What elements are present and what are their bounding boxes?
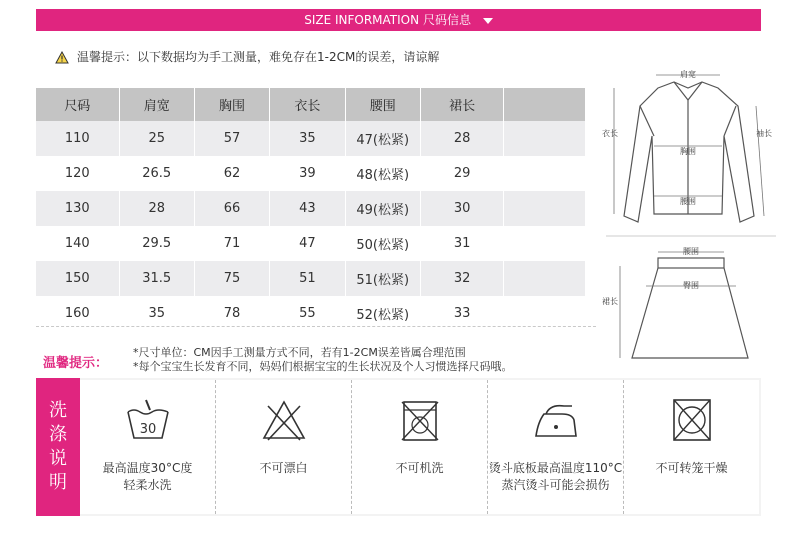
table-row [36, 261, 586, 296]
note-line: *尺寸单位：CM因手工测量方式不同，若有1-2CM误差皆属合理范围 [133, 346, 466, 359]
care-label: 不可转笼干燥 [655, 461, 728, 475]
cell-waist: 47(松紧) [345, 121, 420, 156]
col-skirt-length: 裙长 [420, 88, 504, 121]
cell-length: 47 [270, 226, 345, 261]
table-row [36, 156, 586, 191]
cell-skirt-length: 29 [420, 156, 504, 191]
no-tumble-dry-icon [668, 398, 716, 442]
cell-size: 150 [36, 261, 119, 296]
cell-shoulder: 28 [119, 191, 194, 226]
label-skirt-length: 裙长 [602, 297, 618, 306]
cell-empty [504, 261, 586, 296]
care-item-machine-wash [352, 380, 488, 514]
col-length: 衣长 [270, 88, 345, 121]
cell-waist: 48(松紧) [345, 156, 420, 191]
iron-icon [532, 398, 580, 442]
label-skirt-waist: 腰围 [683, 247, 699, 256]
cell-size: 120 [36, 156, 119, 191]
notes-label: 温馨提示： [43, 356, 109, 371]
label-skirt-hem: 臀围 [683, 281, 699, 290]
care-label: 轻柔水洗 [123, 478, 172, 492]
cell-empty [504, 191, 586, 226]
label-shoulder: 肩宽 [680, 70, 696, 79]
cell-skirt-length: 32 [420, 261, 504, 296]
label-length: 衣长 [602, 129, 618, 138]
cell-size: 160 [36, 296, 119, 331]
cell-size: 130 [36, 191, 119, 226]
cell-waist: 52(松紧) [345, 296, 420, 331]
cell-waist: 49(松紧) [345, 191, 420, 226]
care-title: 洗 涤 说 明 [36, 378, 80, 516]
svg-text:30: 30 [139, 422, 156, 437]
banner-title: SIZE INFORMATION [304, 13, 420, 27]
care-item-tumble-dry [624, 380, 759, 514]
care-label: 蒸汽烫斗可能会损伤 [501, 478, 610, 492]
care-label: 烫斗底板最高温度110°C [488, 461, 623, 475]
col-shoulder: 肩宽 [119, 88, 194, 121]
divider [36, 326, 596, 327]
col-chest: 胸围 [194, 88, 269, 121]
col-waist: 腰围 [345, 88, 420, 121]
cell-chest: 71 [194, 226, 269, 261]
cell-shoulder: 31.5 [119, 261, 194, 296]
cell-waist: 50(松紧) [345, 226, 420, 261]
cell-skirt-length: 33 [420, 296, 504, 331]
cell-length: 35 [270, 121, 345, 156]
cell-empty [504, 226, 586, 261]
care-label: 不可漂白 [259, 461, 308, 475]
table-row [36, 191, 586, 226]
cell-length: 43 [270, 191, 345, 226]
cell-waist: 51(松紧) [345, 261, 420, 296]
cell-chest: 75 [194, 261, 269, 296]
no-bleach-icon [260, 398, 308, 442]
table-row [36, 121, 586, 156]
table-row [36, 226, 586, 261]
care-label: 不可机洗 [395, 461, 444, 475]
cell-length: 51 [270, 261, 345, 296]
cell-skirt-length: 30 [420, 191, 504, 226]
cell-shoulder: 25 [119, 121, 194, 156]
no-machine-wash-icon [396, 398, 444, 442]
caret-down-icon [483, 18, 493, 24]
size-table-header [36, 88, 586, 121]
cell-empty [504, 121, 586, 156]
warning-icon [55, 51, 69, 64]
cell-empty [504, 156, 586, 191]
care-items [80, 380, 759, 514]
note-line: *每个宝宝生长发育不同，妈妈们根据宝宝的生长状况及个人习惯选择尺码哦。 [133, 360, 513, 373]
notes-list [133, 346, 513, 374]
tip-text: 温馨提示：以下数据均为手工测量，难免存在1-2CM的误差，请谅解 [77, 50, 440, 64]
label-chest: 胸围 [680, 147, 696, 156]
cell-size: 140 [36, 226, 119, 261]
cell-skirt-length: 31 [420, 226, 504, 261]
cell-shoulder: 26.5 [119, 156, 194, 191]
cell-skirt-length: 28 [420, 121, 504, 156]
label-waist: 腰围 [680, 197, 696, 206]
cell-size: 110 [36, 121, 119, 156]
care-label: 最高温度30°C度 [102, 461, 193, 475]
wash-30-icon [124, 398, 172, 442]
cell-length: 39 [270, 156, 345, 191]
col-size: 尺码 [36, 88, 119, 121]
cell-length: 55 [270, 296, 345, 331]
banner-title-cn: 尺码信息 [422, 13, 471, 27]
care-item-iron [488, 380, 624, 514]
col-empty [504, 88, 586, 121]
garment-measure-diagram [596, 66, 786, 366]
size-info-banner [36, 9, 761, 31]
size-table [36, 88, 586, 331]
label-sleeve: 袖长 [756, 129, 772, 138]
skirt-illustration [632, 258, 748, 358]
cell-chest: 57 [194, 121, 269, 156]
cell-shoulder: 29.5 [119, 226, 194, 261]
measure-tip [55, 48, 439, 65]
cell-shoulder: 35 [119, 296, 194, 331]
cell-chest: 62 [194, 156, 269, 191]
cell-chest: 78 [194, 296, 269, 331]
care-item-wash [80, 380, 216, 514]
care-item-bleach [216, 380, 352, 514]
care-instructions [36, 378, 761, 516]
cell-chest: 66 [194, 191, 269, 226]
